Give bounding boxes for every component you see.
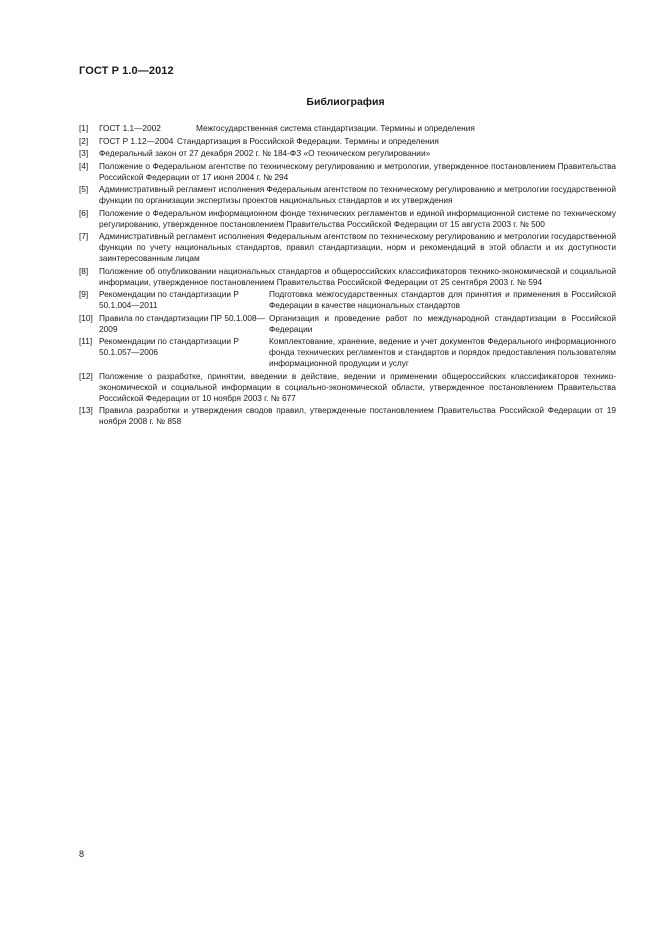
- item-number: [9]: [79, 289, 89, 299]
- item-text: Административный регламент исполнения Федеральным агентством по техническому регулированию и метрологии государственной функции по организации экспертизы проектов национальных стандартов и их утверждения: [99, 184, 616, 205]
- bibliography-item: [79, 184, 616, 206]
- bibliography-item: [79, 405, 616, 427]
- item-document: ГОСТ Р 1.12—2004: [99, 135, 174, 146]
- item-number: [1]: [79, 123, 89, 133]
- item-document: ГОСТ 1.1—2002: [99, 123, 161, 133]
- bibliography-item: [79, 231, 616, 264]
- item-text: Стандартизация в Российской Федерации. Термины и определения: [177, 135, 439, 146]
- item-text: Комплектование, хранение, ведение и учет документов Федерального информационного фонда технических регламентов и стандартов и порядок предоставления пользователям информационной продукции и услуг: [269, 336, 616, 368]
- bibliography-item: [79, 266, 616, 288]
- item-number: [4]: [79, 160, 89, 171]
- bibliography-item: [79, 123, 616, 134]
- item-text: Положение о Федеральном информационном фонде технических регламентов и единой информационной системе по техническому регулированию, утвержденное постановлением Правительства Российской Федерации от 15 августа 2003 г. № 500: [99, 207, 616, 229]
- bibliography-item: [79, 289, 616, 311]
- item-document: Рекомендации по стандартизации Р 50.1.004—2011: [99, 289, 239, 310]
- item-document: Правила по стандартизации ПР 50.1.008—2009: [99, 312, 265, 334]
- item-text: Административный регламент исполнения Федеральным агентством по техническому регулированию и метрологии государственной функции по учету национальных стандартов, правил стандартизации, норм и рекомендаций в этой области и их доступности заинтересованным лицам: [99, 231, 616, 263]
- item-document: Рекомендации по стандартизации Р 50.1.057—2006: [99, 336, 239, 357]
- item-number: [3]: [79, 148, 89, 158]
- item-text: Организация и проведение работ по международной стандартизации в Российской Федерации: [269, 312, 616, 334]
- item-number: [8]: [79, 265, 89, 276]
- item-text: Федеральный закон от 27 декабря 2002 г. № 184-ФЗ «О техническом регулировании»: [99, 148, 431, 158]
- item-number: [7]: [79, 231, 89, 241]
- bibliography-title: Библиография: [306, 96, 385, 108]
- bibliography-item: [79, 336, 616, 369]
- item-number: [13]: [79, 405, 93, 415]
- item-text: Подготовка межгосударственных стандартов для принятия и применения в Российской Федерации в качестве национальных стандартов: [269, 289, 616, 310]
- bibliography-item: [79, 208, 616, 230]
- item-number: [2]: [79, 135, 89, 146]
- item-number: [6]: [79, 207, 89, 218]
- bibliography-item: [79, 371, 616, 404]
- item-text: Положение о Федеральном агентстве по техническому регулированию и метрологии, утвержденное постановлением Правительства Российской Федерации от 17 июня 2004 г. № 294: [99, 160, 616, 182]
- document-header: ГОСТ Р 1.0—2012: [79, 65, 174, 77]
- bibliography-item: [79, 161, 616, 183]
- item-number: [12]: [79, 370, 93, 381]
- bibliography-item: [79, 136, 616, 147]
- item-text: Правила разработки и утверждения сводов правил, утвержденные постановлением Правительства Российской Федерации от 19 ноября 2008 г. № 858: [99, 405, 616, 426]
- bibliography-item: [79, 148, 616, 159]
- page-number: 8: [79, 849, 85, 859]
- item-number: [10]: [79, 312, 93, 323]
- item-number: [11]: [79, 336, 93, 346]
- bibliography-list: [79, 123, 616, 429]
- item-text: Межгосударственная система стандартизации. Термины и определения: [196, 123, 475, 133]
- item-text: Положение об опубликовании национальных стандартов и общероссийских классификаторов технико-экономической и социальной информации, утвержденное постановлением Правительства Российской Федерации от 25 сентября 2003 г. № 594: [99, 265, 616, 287]
- item-number: [5]: [79, 184, 89, 194]
- bibliography-item: [79, 313, 616, 335]
- item-text: Положение о разработке, принятии, введении в действие, ведении и применении общероссийских классификаторов технико-экономической и социальной информации в социально-экономической области, утвержденное постановлением Правительства Российской Федерации от 10 ноября 2003 г. № 677: [99, 370, 616, 403]
